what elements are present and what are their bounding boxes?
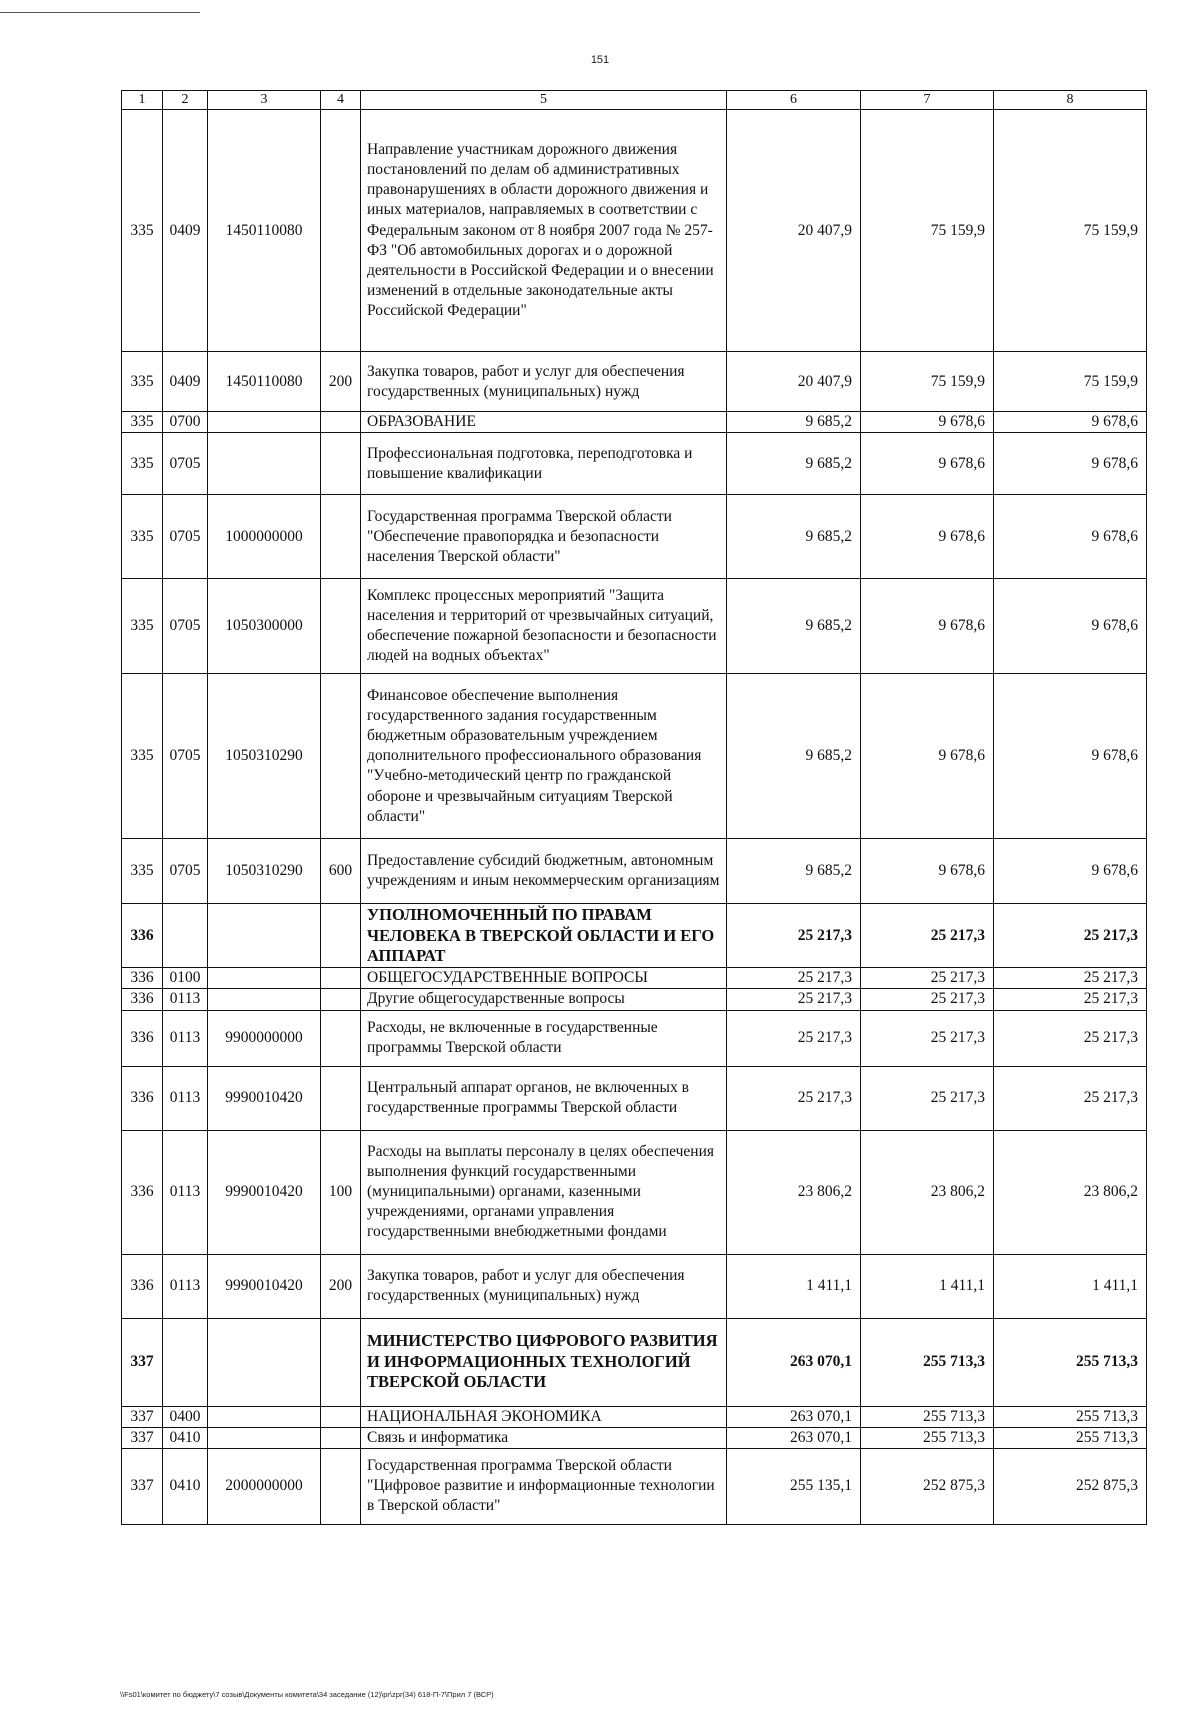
description-cell: Закупка товаров, работ и услуг для обеспечения государственных (муниципальных) нужд <box>361 1254 727 1318</box>
amount-col7-cell: 255 713,3 <box>861 1406 994 1427</box>
section-code-cell: 0410 <box>163 1427 208 1448</box>
column-number-row <box>122 91 1147 110</box>
section-code-cell: 0409 <box>163 352 208 412</box>
expense-type-cell <box>321 989 361 1010</box>
amount-col6-cell: 20 407,9 <box>727 352 861 412</box>
table-row <box>122 989 1147 1010</box>
description-cell: МИНИСТЕРСТВО ЦИФРОВОГО РАЗВИТИЯ И ИНФОРМАЦИОННЫХ ТЕХНОЛОГИЙ ТВЕРСКОЙ ОБЛАСТИ <box>361 1318 727 1406</box>
column-number: 8 <box>994 91 1147 110</box>
section-code-cell: 0100 <box>163 968 208 989</box>
description-cell: Центральный аппарат органов, не включенных в государственные программы Тверской области <box>361 1066 727 1130</box>
expense-type-cell <box>321 904 361 968</box>
amount-col8-cell: 75 159,9 <box>994 352 1147 412</box>
chapter-code-cell: 336 <box>122 1010 163 1066</box>
footer-file-path: \\Fs01\комитет по бюджету\7 созыв\Документы комитета\34 заседание (12)\pr\zpr(34) 618-П-7\Прил 7 (ВСР) <box>120 1690 494 1699</box>
table-row <box>122 579 1147 674</box>
amount-col8-cell: 23 806,2 <box>994 1130 1147 1254</box>
description-cell: Финансовое обеспечение выполнения государственного задания государственным бюджетным образовательным учреждением дополнительного профессионального образования "Учебно-методический центр по гражданской обороне и чрезвычайным ситуациям Тверской области" <box>361 674 727 839</box>
amount-col6-cell: 263 070,1 <box>727 1406 861 1427</box>
table-row <box>122 968 1147 989</box>
description-cell: Расходы на выплаты персоналу в целях обеспечения выполнения функций государственными (муниципальными) органами, казенными учреждениями, органами управления государственными внебюджетными фондами <box>361 1130 727 1254</box>
target-article-cell <box>208 1318 321 1406</box>
chapter-code-cell: 336 <box>122 968 163 989</box>
table-row <box>122 433 1147 495</box>
amount-col8-cell: 255 713,3 <box>994 1427 1147 1448</box>
chapter-code-cell: 335 <box>122 110 163 352</box>
target-article-cell: 9990010420 <box>208 1066 321 1130</box>
amount-col8-cell: 255 713,3 <box>994 1406 1147 1427</box>
amount-col7-cell: 9 678,6 <box>861 839 994 904</box>
amount-col8-cell: 9 678,6 <box>994 412 1147 433</box>
chapter-code-cell: 337 <box>122 1427 163 1448</box>
expense-type-cell <box>321 1406 361 1427</box>
expense-type-cell: 600 <box>321 839 361 904</box>
expense-type-cell: 100 <box>321 1130 361 1254</box>
amount-col8-cell: 252 875,3 <box>994 1448 1147 1524</box>
section-code-cell: 0113 <box>163 1010 208 1066</box>
description-cell: ОБЩЕГОСУДАРСТВЕННЫЕ ВОПРОСЫ <box>361 968 727 989</box>
chapter-code-cell: 337 <box>122 1406 163 1427</box>
section-code-cell: 0705 <box>163 839 208 904</box>
chapter-code-cell: 335 <box>122 674 163 839</box>
amount-col8-cell: 25 217,3 <box>994 1066 1147 1130</box>
table-row <box>122 1130 1147 1254</box>
chapter-code-cell: 335 <box>122 412 163 433</box>
table-row <box>122 1448 1147 1524</box>
description-cell: Связь и информатика <box>361 1427 727 1448</box>
table-row <box>122 1427 1147 1448</box>
description-cell: Профессиональная подготовка, переподготовка и повышение квалификации <box>361 433 727 495</box>
section-code-cell: 0400 <box>163 1406 208 1427</box>
description-cell: Государственная программа Тверской области "Обеспечение правопорядка и безопасности населения Тверской области" <box>361 495 727 579</box>
target-article-cell <box>208 968 321 989</box>
section-code-cell: 0113 <box>163 989 208 1010</box>
amount-col6-cell: 25 217,3 <box>727 968 861 989</box>
chapter-code-cell: 335 <box>122 579 163 674</box>
column-number: 5 <box>361 91 727 110</box>
section-code-cell: 0705 <box>163 579 208 674</box>
description-cell: Государственная программа Тверской области "Цифровое развитие и информационные технологии в Тверской области" <box>361 1448 727 1524</box>
expense-type-cell <box>321 968 361 989</box>
amount-col8-cell: 9 678,6 <box>994 839 1147 904</box>
target-article-cell: 9990010420 <box>208 1130 321 1254</box>
expense-type-cell <box>321 110 361 352</box>
description-cell: Другие общегосударственные вопросы <box>361 989 727 1010</box>
amount-col7-cell: 23 806,2 <box>861 1130 994 1254</box>
amount-col6-cell: 9 685,2 <box>727 412 861 433</box>
amount-col6-cell: 20 407,9 <box>727 110 861 352</box>
amount-col8-cell: 9 678,6 <box>994 495 1147 579</box>
expense-type-cell <box>321 412 361 433</box>
column-number: 2 <box>163 91 208 110</box>
chapter-code-cell: 336 <box>122 1066 163 1130</box>
amount-col7-cell: 25 217,3 <box>861 1010 994 1066</box>
chapter-code-cell: 336 <box>122 1254 163 1318</box>
amount-col8-cell: 9 678,6 <box>994 579 1147 674</box>
amount-col7-cell: 9 678,6 <box>861 495 994 579</box>
table-row <box>122 1318 1147 1406</box>
expense-type-cell <box>321 674 361 839</box>
amount-col6-cell: 25 217,3 <box>727 989 861 1010</box>
amount-col6-cell: 1 411,1 <box>727 1254 861 1318</box>
chapter-code-cell: 337 <box>122 1318 163 1406</box>
description-cell: Комплекс процессных мероприятий "Защита населения и территорий от чрезвычайных ситуаций, обеспечение пожарной безопасности и безопасности людей на водных объектах" <box>361 579 727 674</box>
expense-type-cell <box>321 1448 361 1524</box>
target-article-cell <box>208 1406 321 1427</box>
description-cell: НАЦИОНАЛЬНАЯ ЭКОНОМИКА <box>361 1406 727 1427</box>
target-article-cell: 9900000000 <box>208 1010 321 1066</box>
section-code-cell: 0113 <box>163 1130 208 1254</box>
amount-col7-cell: 9 678,6 <box>861 674 994 839</box>
target-article-cell <box>208 412 321 433</box>
amount-col6-cell: 255 135,1 <box>727 1448 861 1524</box>
section-code-cell: 0705 <box>163 674 208 839</box>
expense-type-cell: 200 <box>321 1254 361 1318</box>
amount-col7-cell: 75 159,9 <box>861 110 994 352</box>
page-number: 151 <box>590 54 610 66</box>
description-cell: Предоставление субсидий бюджетным, автономным учреждениям и иным некоммерческим организациям <box>361 839 727 904</box>
section-code-cell <box>163 904 208 968</box>
section-code-cell: 0113 <box>163 1066 208 1130</box>
table-row <box>122 1406 1147 1427</box>
description-cell: Расходы, не включенные в государственные программы Тверской области <box>361 1010 727 1066</box>
amount-col7-cell: 25 217,3 <box>861 989 994 1010</box>
amount-col6-cell: 23 806,2 <box>727 1130 861 1254</box>
amount-col6-cell: 263 070,1 <box>727 1318 861 1406</box>
amount-col6-cell: 25 217,3 <box>727 904 861 968</box>
chapter-code-cell: 336 <box>122 989 163 1010</box>
chapter-code-cell: 335 <box>122 495 163 579</box>
target-article-cell <box>208 989 321 1010</box>
amount-col8-cell: 25 217,3 <box>994 904 1147 968</box>
target-article-cell: 1050310290 <box>208 839 321 904</box>
column-number: 4 <box>321 91 361 110</box>
expense-type-cell <box>321 1318 361 1406</box>
table-row <box>122 110 1147 352</box>
section-code-cell <box>163 1318 208 1406</box>
amount-col8-cell: 25 217,3 <box>994 1010 1147 1066</box>
section-code-cell: 0705 <box>163 495 208 579</box>
expense-type-cell <box>321 433 361 495</box>
table-row <box>122 904 1147 968</box>
amount-col8-cell: 9 678,6 <box>994 674 1147 839</box>
expense-type-cell <box>321 1066 361 1130</box>
target-article-cell: 1000000000 <box>208 495 321 579</box>
chapter-code-cell: 337 <box>122 1448 163 1524</box>
amount-col6-cell: 9 685,2 <box>727 839 861 904</box>
column-number: 7 <box>861 91 994 110</box>
section-code-cell: 0410 <box>163 1448 208 1524</box>
amount-col7-cell: 9 678,6 <box>861 579 994 674</box>
amount-col7-cell: 255 713,3 <box>861 1318 994 1406</box>
amount-col6-cell: 263 070,1 <box>727 1427 861 1448</box>
column-number: 3 <box>208 91 321 110</box>
target-article-cell: 1450110080 <box>208 352 321 412</box>
amount-col8-cell: 1 411,1 <box>994 1254 1147 1318</box>
description-cell: ОБРАЗОВАНИЕ <box>361 412 727 433</box>
amount-col7-cell: 255 713,3 <box>861 1427 994 1448</box>
expense-type-cell <box>321 1010 361 1066</box>
chapter-code-cell: 335 <box>122 433 163 495</box>
budget-table <box>121 90 1147 1525</box>
amount-col7-cell: 1 411,1 <box>861 1254 994 1318</box>
column-number: 1 <box>122 91 163 110</box>
amount-col7-cell: 252 875,3 <box>861 1448 994 1524</box>
column-number: 6 <box>727 91 861 110</box>
table-row <box>122 674 1147 839</box>
amount-col7-cell: 75 159,9 <box>861 352 994 412</box>
section-code-cell: 0700 <box>163 412 208 433</box>
table-row <box>122 1010 1147 1066</box>
amount-col7-cell: 9 678,6 <box>861 412 994 433</box>
target-article-cell: 1050300000 <box>208 579 321 674</box>
section-code-cell: 0705 <box>163 433 208 495</box>
amount-col8-cell: 255 713,3 <box>994 1318 1147 1406</box>
amount-col7-cell: 25 217,3 <box>861 904 994 968</box>
description-cell: Закупка товаров, работ и услуг для обеспечения государственных (муниципальных) нужд <box>361 352 727 412</box>
amount-col6-cell: 25 217,3 <box>727 1010 861 1066</box>
amount-col6-cell: 9 685,2 <box>727 579 861 674</box>
chapter-code-cell: 336 <box>122 904 163 968</box>
amount-col7-cell: 9 678,6 <box>861 433 994 495</box>
table-row <box>122 412 1147 433</box>
amount-col8-cell: 75 159,9 <box>994 110 1147 352</box>
expense-type-cell <box>321 579 361 674</box>
description-cell: Направление участникам дорожного движения постановлений по делам об административных правонарушениях в области дорожного движения и иных материалов, направляемых в соответствии с Федеральным законом от 8 ноября 2007 года № 257-ФЗ "Об автомобильных дорогах и о дорожной деятельности в Российской Федерации и о внесении изменений в отдельные законодательные акты Российской Федерации" <box>361 110 727 352</box>
section-code-cell: 0409 <box>163 110 208 352</box>
target-article-cell <box>208 1427 321 1448</box>
table-row <box>122 495 1147 579</box>
target-article-cell <box>208 904 321 968</box>
target-article-cell: 1450110080 <box>208 110 321 352</box>
section-code-cell: 0113 <box>163 1254 208 1318</box>
chapter-code-cell: 336 <box>122 1130 163 1254</box>
amount-col7-cell: 25 217,3 <box>861 968 994 989</box>
amount-col6-cell: 9 685,2 <box>727 495 861 579</box>
target-article-cell: 1050310290 <box>208 674 321 839</box>
amount-col6-cell: 25 217,3 <box>727 1066 861 1130</box>
amount-col8-cell: 25 217,3 <box>994 968 1147 989</box>
description-cell: УПОЛНОМОЧЕННЫЙ ПО ПРАВАМ ЧЕЛОВЕКА В ТВЕРСКОЙ ОБЛАСТИ И ЕГО АППАРАТ <box>361 904 727 968</box>
top-rule <box>0 12 200 13</box>
amount-col7-cell: 25 217,3 <box>861 1066 994 1130</box>
expense-type-cell <box>321 495 361 579</box>
expense-type-cell: 200 <box>321 352 361 412</box>
amount-col6-cell: 9 685,2 <box>727 433 861 495</box>
table-row <box>122 1254 1147 1318</box>
table-row <box>122 352 1147 412</box>
chapter-code-cell: 335 <box>122 352 163 412</box>
target-article-cell <box>208 433 321 495</box>
target-article-cell: 9990010420 <box>208 1254 321 1318</box>
amount-col8-cell: 25 217,3 <box>994 989 1147 1010</box>
chapter-code-cell: 335 <box>122 839 163 904</box>
table-row <box>122 839 1147 904</box>
table-row <box>122 1066 1147 1130</box>
amount-col6-cell: 9 685,2 <box>727 674 861 839</box>
target-article-cell: 2000000000 <box>208 1448 321 1524</box>
amount-col8-cell: 9 678,6 <box>994 433 1147 495</box>
expense-type-cell <box>321 1427 361 1448</box>
